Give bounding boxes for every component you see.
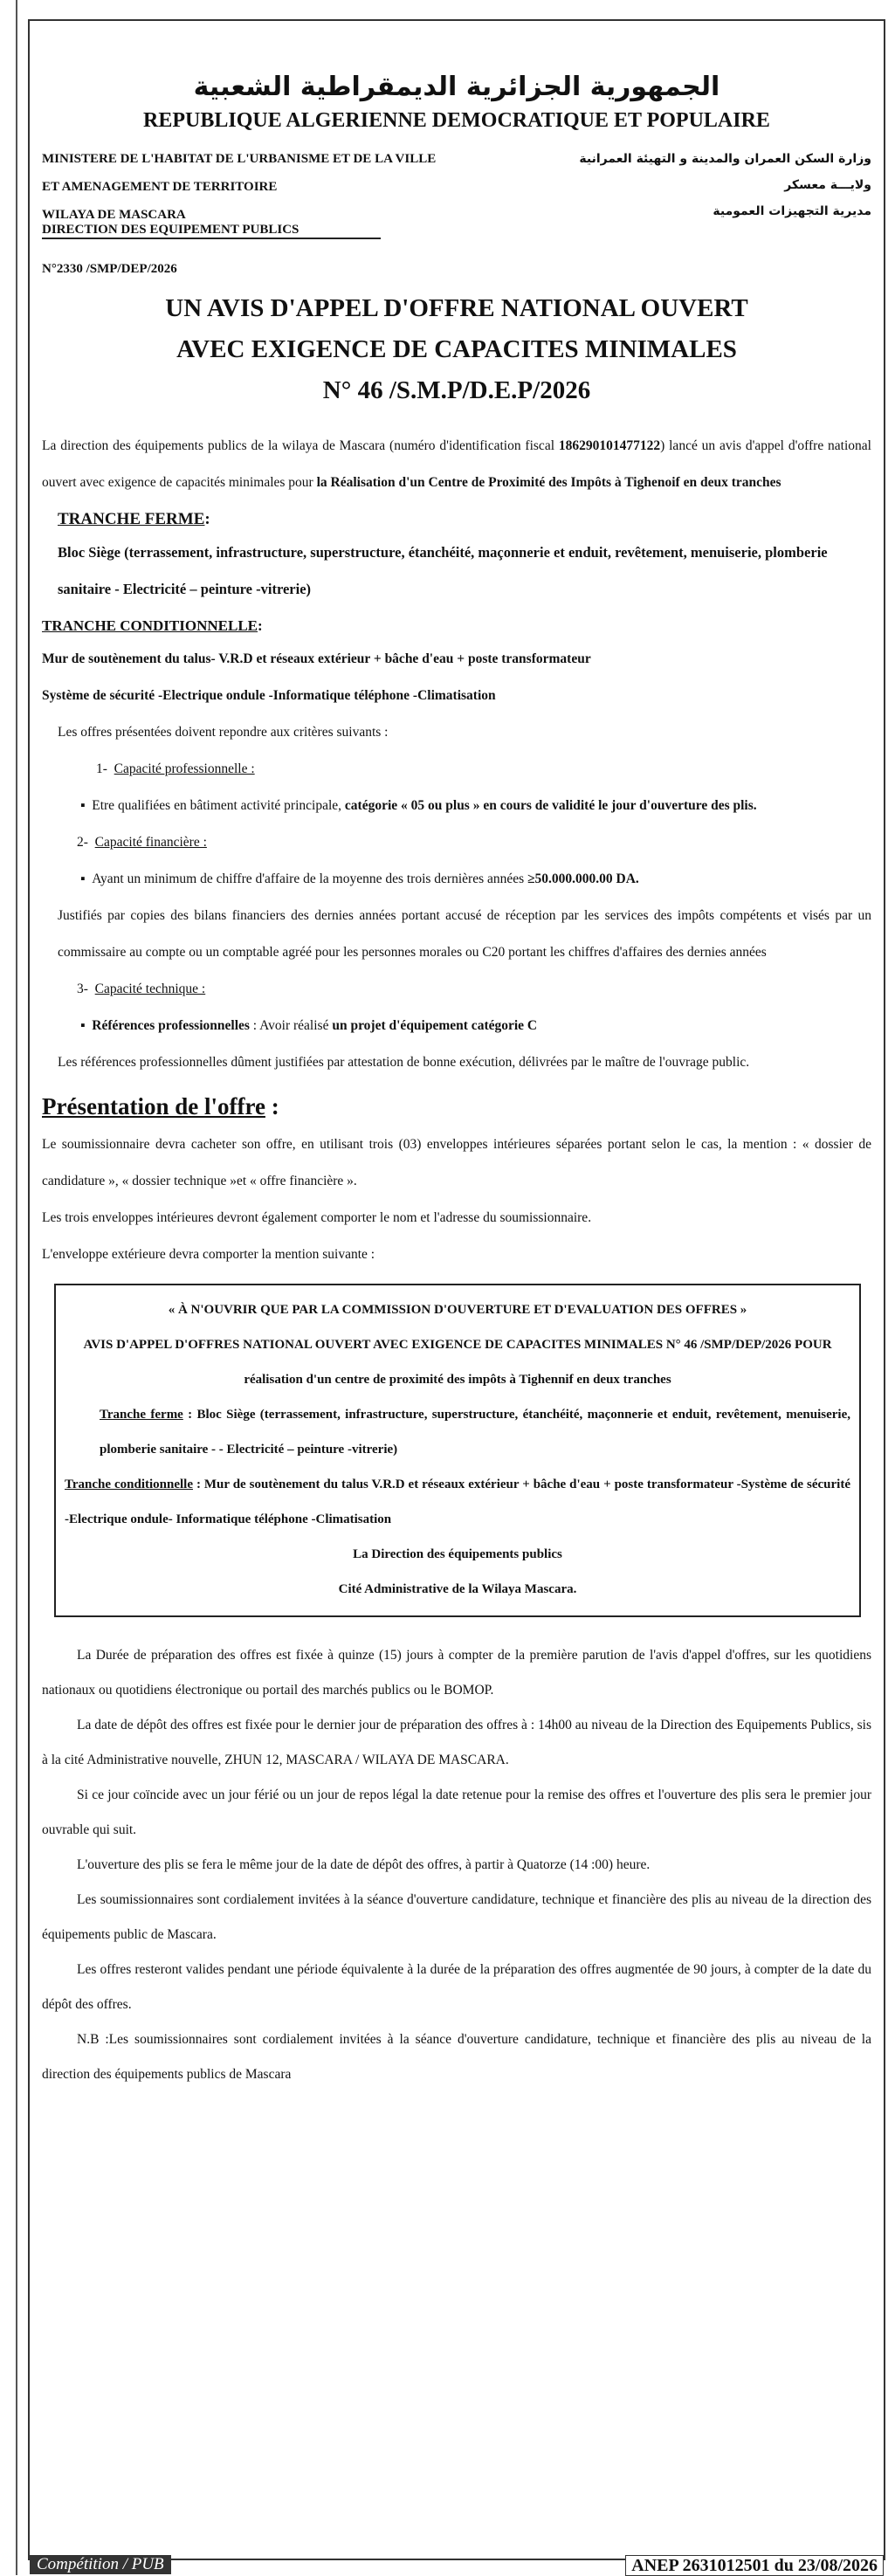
box-line1: « À N'OUVRIR QUE PAR LA COMMISSION D'OUVERTURE ET D'EVALUATION DES OFFRES » bbox=[168, 1303, 747, 1317]
box-tc-text: : Mur de soutènement du talus V.R.D et réseaux extérieur + bâche d'eau + poste transformateur -Système de sécurité -Electrique ondule- Informatique téléphone -Climatisation bbox=[65, 1477, 850, 1526]
tranche-ferme-text: Bloc Siège (terrassement, infrastructure, superstructure, étanchéité, maçonnerie et enduit, revêtement, menuiserie, plomberie sanitaire - Electricité – peinture -vitrerie) bbox=[58, 544, 828, 597]
ministry-line1: MINISTERE DE L'HABITAT DE L'URBANISME ET DE LA VILLE bbox=[42, 152, 437, 166]
announcement-page bbox=[28, 19, 885, 2560]
box-line2: AVIS D'APPEL D'OFFRES NATIONAL OUVERT AVEC EXIGENCE DE CAPACITES MINIMALES N° 46 /SMP/DEP/2026 POUR bbox=[83, 1338, 832, 1352]
box-tc-label: Tranche conditionnelle bbox=[65, 1477, 193, 1491]
tranche-cond-colon: : bbox=[258, 617, 263, 634]
arabic-wilaya: ولايـــة معسكر bbox=[784, 178, 871, 192]
arabic-ministry: وزارة السكن العمران والمدينة و التهيئة العمرانية bbox=[579, 152, 871, 166]
ministry-line2: ET AMENAGEMENT DE TERRITOIRE bbox=[42, 180, 278, 194]
box-tf-text: : Bloc Siège (terrassement, infrastructure, superstructure, étanchéité, maçonnerie et enduit, revêtement, menuiserie, plomberie sanitaire - - Electricité – peinture -vitrerie) bbox=[100, 1408, 850, 1457]
bullet-icon: ▪ bbox=[80, 871, 93, 886]
criterion-2-text-b: ≥50.000.000.00 DA. bbox=[527, 871, 639, 886]
arabic-direction: مديرية التجهيزات العمومية bbox=[713, 204, 871, 218]
criterion-2-text-a: Ayant un minimum de chiffre d'affaire de la moyenne des trois dernières années bbox=[92, 871, 528, 886]
references-paragraph: Les références professionnelles dûment justifiées par attestation de bonne exécution, délivrées par le maître de l'ouvrage public. bbox=[58, 1055, 750, 1070]
title-line2: AVEC EXIGENCE DE CAPACITES MINIMALES bbox=[176, 335, 737, 363]
tranche-cond-line1: Mur de soutènement du talus- V.R.D et réseaux extérieur + bâche d'eau + poste transformateur bbox=[42, 651, 591, 666]
intro-nif: 186290101477122 bbox=[558, 438, 661, 453]
direction-label: DIRECTION DES EQUIPEMENT PUBLICS bbox=[42, 223, 381, 239]
closing-p4: L'ouverture des plis se fera le même jour de la date de dépôt des offres, à partir à Quatorze (14 :00) heure. bbox=[77, 1857, 651, 1872]
intro-text-1: La direction des équipements publics de la wilaya de Mascara (numéro d'identification fiscal bbox=[42, 438, 559, 453]
closing-p7: N.B :Les soumissionnaires sont cordialement invitées à la séance d'ouverture candidature, technique et financière des plis au niveau de la direction des équipements publics de Mascara bbox=[42, 2032, 871, 2082]
tranche-ferme-colon: : bbox=[204, 510, 210, 528]
presentation-p3: L'enveloppe extérieure devra comporter la mention suivante : bbox=[42, 1247, 375, 1262]
tranche-cond-label: TRANCHE CONDITIONNELLE bbox=[42, 617, 258, 634]
footer-category: Compétition / PUB bbox=[30, 2555, 171, 2574]
box-tf-label: Tranche ferme bbox=[100, 1408, 183, 1422]
box-sign2: Cité Administrative de la Wilaya Mascara. bbox=[338, 1582, 577, 1596]
criterion-1-heading bbox=[42, 751, 871, 788]
closing-p6: Les offres resteront valides pendant une période équivalente à la durée de la préparation des offres augmentée de 90 jours, à compter de la date du dépôt des offres. bbox=[42, 1962, 871, 2012]
criterion-2-justification: Justifiés par copies des bilans financiers des dernies années portant accusé de réception par les services des impôts compétents et visés par un commissaire au compte ou un comptable agréé pour les personnes morales ou C20 portant les chiffres d'affaires des dernies années bbox=[58, 908, 871, 960]
page-edge-rule bbox=[16, 0, 17, 2575]
reference-number: N°2330 /SMP/DEP/2026 bbox=[42, 262, 177, 276]
criterion-1-text-b: catégorie « 05 ou plus » en cours de validité le jour d'ouverture des plis. bbox=[344, 798, 757, 813]
intro-project: la Réalisation d'un Centre de Proximité des Impôts à Tighenoif en deux tranches bbox=[316, 475, 781, 490]
criterion-2-text bbox=[42, 861, 871, 898]
criterion-1-text-a: Etre qualifiées en bâtiment activité principale, bbox=[92, 798, 345, 813]
ministry-right bbox=[579, 152, 871, 239]
footer-anep-reference: ANEP 2631012501 du 23/08/2026 bbox=[625, 2555, 884, 2576]
closing-p3: Si ce jour coïncide avec un jour férié ou un jour de repos légal la date retenue pour la remise des offres et l'ouverture des plis sera le premier jour ouvrable qui suit. bbox=[42, 1787, 871, 1837]
criterion-3-number: 3- bbox=[77, 981, 88, 996]
envelope-mention-box bbox=[54, 1284, 861, 1617]
box-tranche-cond bbox=[65, 1467, 850, 1537]
tranche-cond-heading bbox=[42, 611, 871, 641]
republic-title: REPUBLIQUE ALGERIENNE DEMOCRATIQUE ET POPULAIRE bbox=[143, 109, 770, 132]
criterion-3-text-c: un projet d'équipement catégorie C bbox=[332, 1018, 538, 1033]
intro-text-2: ) lancé un avis d'appel d'offre national ouvert avec exigence de capacités minimales pour bbox=[42, 438, 871, 490]
wilaya-label: WILAYA DE MASCARA bbox=[42, 208, 186, 222]
title-number: N° 46 /S.M.P/D.E.P/2026 bbox=[322, 376, 591, 404]
criterion-2-number: 2- bbox=[77, 835, 88, 850]
criterion-3-text-a: Références professionnelles bbox=[92, 1018, 250, 1033]
tranche-cond-line2: Système de sécurité -Electrique ondule -Informatique téléphone -Climatisation bbox=[42, 688, 496, 703]
tranche-ferme-heading bbox=[42, 505, 871, 534]
ministry-left bbox=[42, 152, 436, 239]
presentation-colon: : bbox=[265, 1093, 279, 1119]
intro-paragraph bbox=[42, 428, 871, 501]
title-line1: UN AVIS D'APPEL D'OFFRE NATIONAL OUVERT bbox=[165, 294, 748, 322]
closing-p1: La Durée de préparation des offres est fixée à quinze (15) jours à compter de la première parution de l'avis d'appel d'offres, sur les quotidiens nationaux ou quotidiens électronique ou portail des marchés publics ou le BOMOP. bbox=[42, 1648, 871, 1698]
criterion-2-heading bbox=[42, 824, 871, 861]
presentation-p1: Le soumissionnaire devra cacheter son offre, en utilisant trois (03) enveloppes intérieures séparées portant selon le cas, la mention : « dossier de candidature », « dossier technique »et « offre financière ». bbox=[42, 1137, 871, 1188]
tranche-ferme-label: TRANCHE FERME bbox=[58, 510, 205, 528]
box-sign1: La Direction des équipements publics bbox=[353, 1547, 562, 1561]
footer-bar bbox=[28, 2555, 885, 2575]
closing-p5: Les soumissionnaires sont cordialement invitées à la séance d'ouverture candidature, technique et financière des plis au niveau de la direction des équipements public de Mascara. bbox=[42, 1892, 871, 1942]
criterion-3-label: Capacité technique : bbox=[94, 981, 206, 996]
closing-p2: La date de dépôt des offres est fixée pour le dernier jour de préparation des offres à : 14h00 au niveau de la Direction des Equipements Publics, sis à la cité Administrative nouvelle, ZHUN 12, MASCARA / WILAYA DE MASCARA. bbox=[42, 1718, 871, 1767]
criterion-1-text bbox=[42, 788, 871, 824]
criterion-3-text bbox=[42, 1008, 871, 1044]
bullet-icon: ▪ bbox=[80, 1018, 93, 1033]
bullet-icon: ▪ bbox=[80, 798, 93, 813]
box-line3: réalisation d'un centre de proximité des impôts à Tighennif en deux tranches bbox=[244, 1373, 671, 1387]
presentation-heading bbox=[42, 1086, 871, 1126]
criteria-intro: Les offres présentées doivent repondre aux critères suivants : bbox=[58, 725, 389, 740]
criterion-1-number: 1- bbox=[96, 761, 107, 776]
criterion-2-label: Capacité financière : bbox=[94, 835, 207, 850]
arabic-title: الجمهورية الجزائرية الديمقراطية الشعبية bbox=[193, 72, 720, 102]
presentation-p2: Les trois enveloppes intérieures devront également comporter le nom et l'adresse du soumissionnaire. bbox=[42, 1210, 592, 1225]
ministry-header bbox=[42, 152, 871, 239]
box-tranche-ferme bbox=[65, 1397, 850, 1467]
criterion-3-text-b: : Avoir réalisé bbox=[249, 1018, 333, 1033]
presentation-label: Présentation de l'offre bbox=[42, 1093, 265, 1119]
criterion-3-heading bbox=[42, 971, 871, 1008]
criterion-1-label: Capacité professionnelle : bbox=[114, 761, 255, 776]
